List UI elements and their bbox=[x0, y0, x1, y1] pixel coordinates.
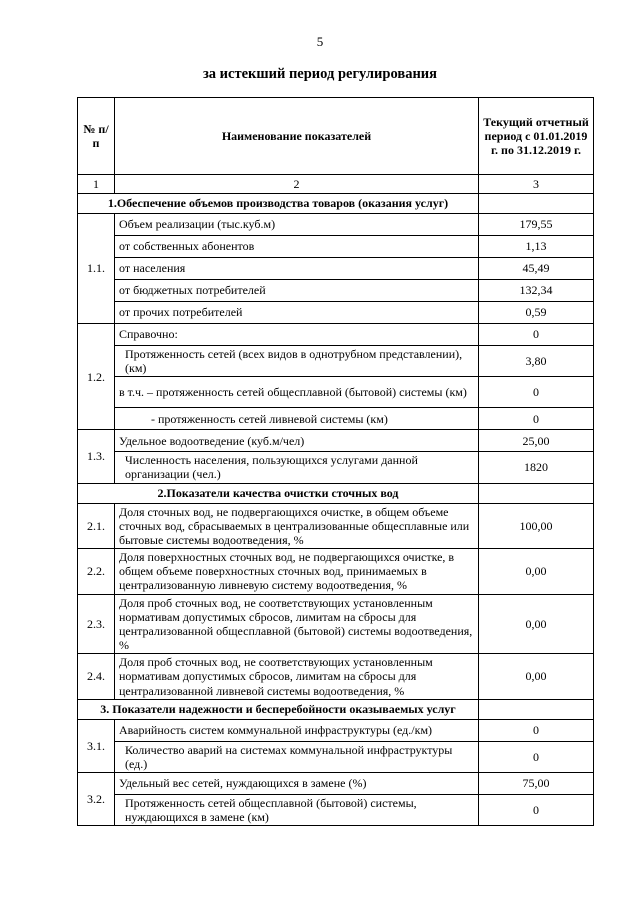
indicator-name: Справочно: bbox=[115, 324, 479, 346]
indicator-name: Аварийность систем коммунальной инфраструктуры (ед./км) bbox=[115, 719, 479, 741]
indicator-value: 0 bbox=[479, 408, 594, 430]
column-index: 1 bbox=[78, 175, 115, 194]
indicator-value: 0 bbox=[479, 719, 594, 741]
section-title: 2.Показатели качества очистки сточных вод bbox=[78, 483, 479, 503]
section-title: 3. Показатели надежности и бесперебойности оказываемых услуг bbox=[78, 699, 479, 719]
indicator-name: Удельное водоотведение (куб.м/чел) bbox=[115, 430, 479, 452]
section-title: 1.Обеспечение объемов производства товаров (оказания услуг) bbox=[78, 194, 479, 214]
indicator-value: 0 bbox=[479, 794, 594, 825]
table-row bbox=[78, 503, 594, 548]
indicator-value: 0,00 bbox=[479, 549, 594, 594]
indicator-value: 0 bbox=[479, 377, 594, 408]
empty-cell bbox=[479, 194, 594, 214]
table-row bbox=[78, 794, 594, 825]
row-number: 3.1. bbox=[78, 719, 115, 772]
indicator-value: 132,34 bbox=[479, 280, 594, 302]
table-row bbox=[78, 549, 594, 594]
row-number: 1.3. bbox=[78, 430, 115, 483]
table-row bbox=[78, 377, 594, 408]
indicator-value: 0,59 bbox=[479, 302, 594, 324]
indicator-name: от собственных абонентов bbox=[115, 236, 479, 258]
row-number: 2.3. bbox=[78, 594, 115, 654]
column-index-row bbox=[78, 175, 594, 194]
column-index: 3 bbox=[479, 175, 594, 194]
table-row bbox=[78, 280, 594, 302]
indicator-value: 100,00 bbox=[479, 503, 594, 548]
table-row bbox=[78, 654, 594, 699]
indicator-value: 0 bbox=[479, 324, 594, 346]
section-row bbox=[78, 483, 594, 503]
table-row bbox=[78, 719, 594, 741]
table-row bbox=[78, 346, 594, 377]
indicator-value: 25,00 bbox=[479, 430, 594, 452]
indicator-name: Доля проб сточных вод, не соответствующих установленным нормативам допустимых сбросов, лимитам на сбросы для централизованной ливневой системы водоотведения, % bbox=[115, 654, 479, 699]
row-number: 2.4. bbox=[78, 654, 115, 699]
indicator-value: 45,49 bbox=[479, 258, 594, 280]
table-row bbox=[78, 741, 594, 772]
table-row bbox=[78, 324, 594, 346]
indicator-name: Удельный вес сетей, нуждающихся в замене (%) bbox=[115, 772, 479, 794]
indicator-name: Доля поверхностных сточных вод, не подвергающихся очистке, в общем объеме поверхностных сточных вод, принимаемых в централизованную ливневую систему водоотведения, % bbox=[115, 549, 479, 594]
table-row bbox=[78, 236, 594, 258]
indicator-name: Доля проб сточных вод, не соответствующих установленным нормативам допустимых сбросов, лимитам на сбросы для централизованной общесплавной (бытовой) системы водоотведения, % bbox=[115, 594, 479, 654]
table-row bbox=[78, 594, 594, 654]
indicator-value: 75,00 bbox=[479, 772, 594, 794]
header-name: Наименование показателей bbox=[115, 98, 479, 175]
indicator-value: 0,00 bbox=[479, 594, 594, 654]
table-row bbox=[78, 408, 594, 430]
indicator-name: Объем реализации (тыс.куб.м) bbox=[115, 214, 479, 236]
row-number: 2.1. bbox=[78, 503, 115, 548]
indicator-name: Протяженность сетей общесплавной (бытовой) системы, нуждающихся в замене (км) bbox=[115, 794, 479, 825]
indicator-name: Протяженность сетей (всех видов в однотрубном представлении), (км) bbox=[115, 346, 479, 377]
empty-cell bbox=[479, 483, 594, 503]
indicator-value: 0,00 bbox=[479, 654, 594, 699]
indicator-name: в т.ч. – протяженность сетей общесплавной (бытовой) системы (км) bbox=[115, 377, 479, 408]
indicator-name: Численность населения, пользующихся услугами данной организации (чел.) bbox=[115, 452, 479, 483]
table-row bbox=[78, 258, 594, 280]
indicator-name: от населения bbox=[115, 258, 479, 280]
indicator-value: 0 bbox=[479, 741, 594, 772]
row-number: 1.1. bbox=[78, 214, 115, 324]
header-period: Текущий отчетный период с 01.01.2019 г. по 31.12.2019 г. bbox=[479, 98, 594, 175]
indicator-value: 1,13 bbox=[479, 236, 594, 258]
header-num: № п/п bbox=[78, 98, 115, 175]
row-number: 1.2. bbox=[78, 324, 115, 430]
table-row bbox=[78, 302, 594, 324]
section-row bbox=[78, 699, 594, 719]
indicator-value: 3,80 bbox=[479, 346, 594, 377]
indicators-table bbox=[77, 97, 594, 826]
table-row bbox=[78, 214, 594, 236]
section-row bbox=[78, 194, 594, 214]
indicator-name: - протяженность сетей ливневой системы (км) bbox=[115, 408, 479, 430]
table-row bbox=[78, 430, 594, 452]
table-row bbox=[78, 772, 594, 794]
indicator-name: Доля сточных вод, не подвергающихся очистке, в общем объеме сточных вод, сбрасываемых в централизованные общесплавные или бытовые системы водоотведения, % bbox=[115, 503, 479, 548]
indicator-name: от бюджетных потребителей bbox=[115, 280, 479, 302]
table-row bbox=[78, 452, 594, 483]
indicator-value: 179,55 bbox=[479, 214, 594, 236]
table-header-row bbox=[78, 98, 594, 175]
page-title: за истекший период регулирования bbox=[202, 66, 438, 82]
indicator-name: Количество аварий на системах коммунальной инфраструктуры (ед.) bbox=[115, 741, 479, 772]
page-number: 5 bbox=[316, 34, 324, 49]
indicator-name: от прочих потребителей bbox=[115, 302, 479, 324]
empty-cell bbox=[479, 699, 594, 719]
column-index: 2 bbox=[115, 175, 479, 194]
indicator-value: 1820 bbox=[479, 452, 594, 483]
row-number: 2.2. bbox=[78, 549, 115, 594]
row-number: 3.2. bbox=[78, 772, 115, 825]
